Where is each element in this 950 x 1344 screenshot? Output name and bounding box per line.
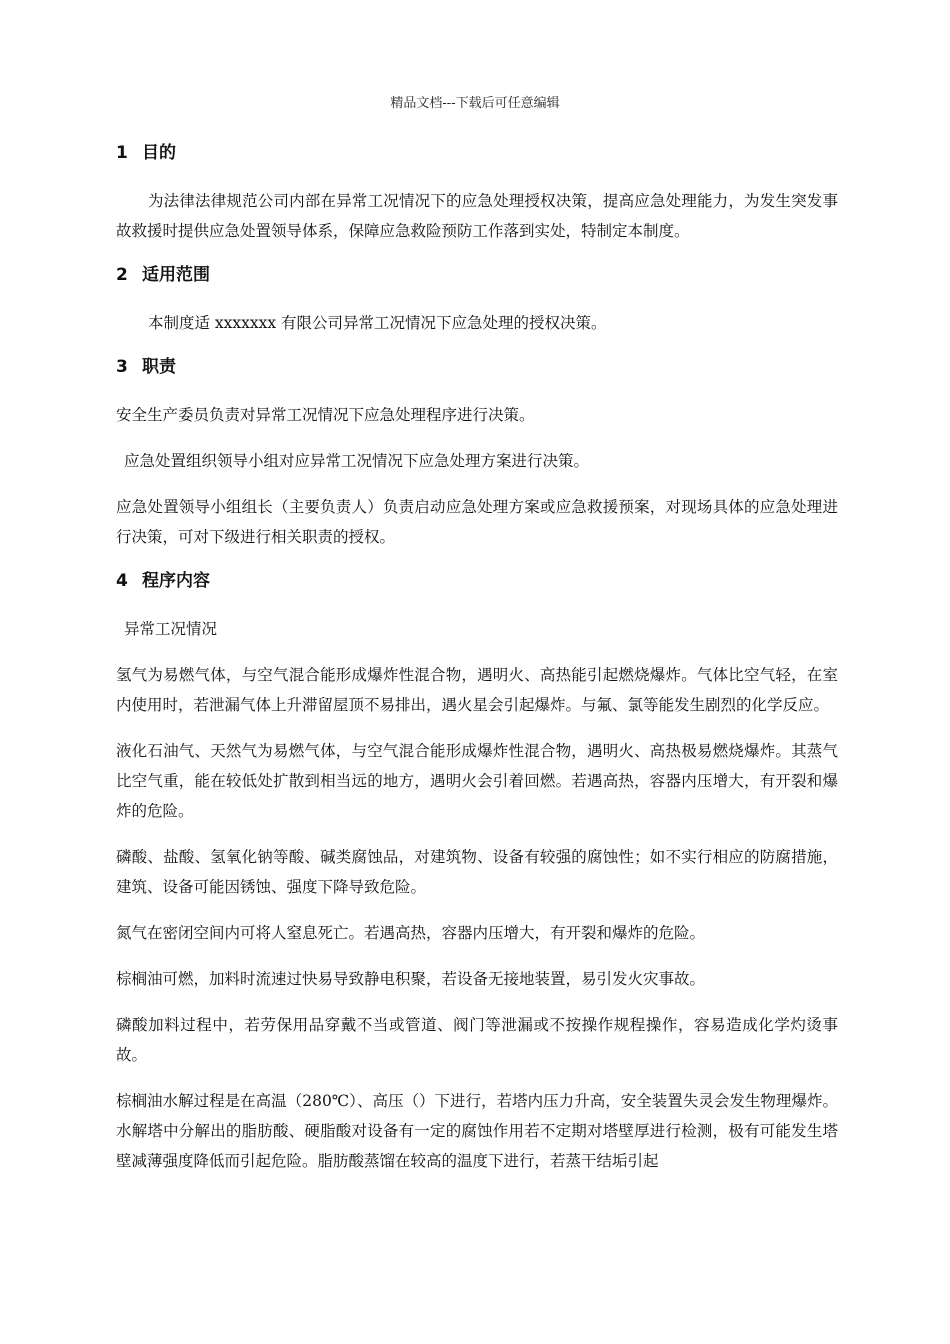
section-heading-scope [116,262,838,288]
paragraph: 氮气在密闭空间内可将人窒息死亡。若遇高热，容器内压增大，有开裂和爆炸的危险。 [116,924,706,942]
section-number: 3 [116,357,128,377]
section-title: 程序内容 [142,571,210,591]
paragraph: 棕榈油水解过程是在高温（280℃）、高压（）下进行，若塔内压力升高，安全装置失灵会发生物理爆炸。水解塔中分解出的脂肪酸、硬脂酸对设备有一定的腐蚀作用若不定期对塔壁厚进行检测，极有可能发生塔壁减薄强度降低而引起危险。脂肪酸蒸馏在较高的温度下进行，若蒸干结垢引起 [116,1092,838,1170]
section-title: 目的 [142,143,176,163]
section-title: 适用范围 [142,265,210,285]
paragraph: 安全生产委员负责对异常工况情况下应急处理程序进行决策。 [116,406,535,424]
paragraph: 本制度适 xxxxxxx 有限公司异常工况情况下应急处理的授权决策。 [148,314,607,332]
paragraph: 应急处置组织领导小组对应异常工况情况下应急处理方案进行决策。 [124,452,590,470]
paragraph: 氢气为易燃气体，与空气混合能形成爆炸性混合物，遇明火、高热能引起燃烧爆炸。气体比空气轻，在室内使用时，若泄漏气体上升滞留屋顶不易排出，遇火星会引起爆炸。与氟、氯等能发生剧烈的化学反应。 [116,666,838,714]
section-number: 1 [116,143,128,163]
paragraph: 棕榈油可燃，加料时流速过快易导致静电积聚，若设备无接地装置，易引发火灾事故。 [116,970,706,988]
section-number: 4 [116,571,128,591]
paragraph: 磷酸、盐酸、氢氧化钠等酸、碱类腐蚀品，对建筑物、设备有较强的腐蚀性；如不实行相应的防腐措施，建筑、设备可能因锈蚀、强度下降导致危险。 [116,848,838,896]
paragraph: 磷酸加料过程中，若劳保用品穿戴不当或管道、阀门等泄漏或不按操作规程操作，容易造成化学灼烫事故。 [116,1016,838,1064]
section-heading-procedure [116,568,838,594]
paragraph: 为法律法律规范公司内部在异常工况情况下的应急处理授权决策，提高应急处理能力，为发生突发事故救援时提供应急处置领导体系，保障应急救险预防工作落到实处，特制定本制度。 [116,192,838,240]
subheading: 异常工况情况 [124,620,218,638]
section-heading-purpose [116,140,838,166]
section-heading-responsibilities [116,354,838,380]
paragraph: 液化石油气、天然气为易燃气体，与空气混合能形成爆炸性混合物，遇明火、高热极易燃烧爆炸。其蒸气比空气重，能在较低处扩散到相当远的地方，遇明火会引着回燃。若遇高热，容器内压增大，有开裂和爆炸的危险。 [116,742,838,820]
section-title: 职责 [142,357,176,377]
paragraph: 应急处置领导小组组长（主要负责人）负责启动应急处理方案或应急救援预案，对现场具体的应急处理进行决策，可对下级进行相关职责的授权。 [116,498,838,546]
page-header: 精品文档---下载后可任意编辑 [390,96,560,111]
section-number: 2 [116,265,128,285]
document-body [116,140,838,1192]
